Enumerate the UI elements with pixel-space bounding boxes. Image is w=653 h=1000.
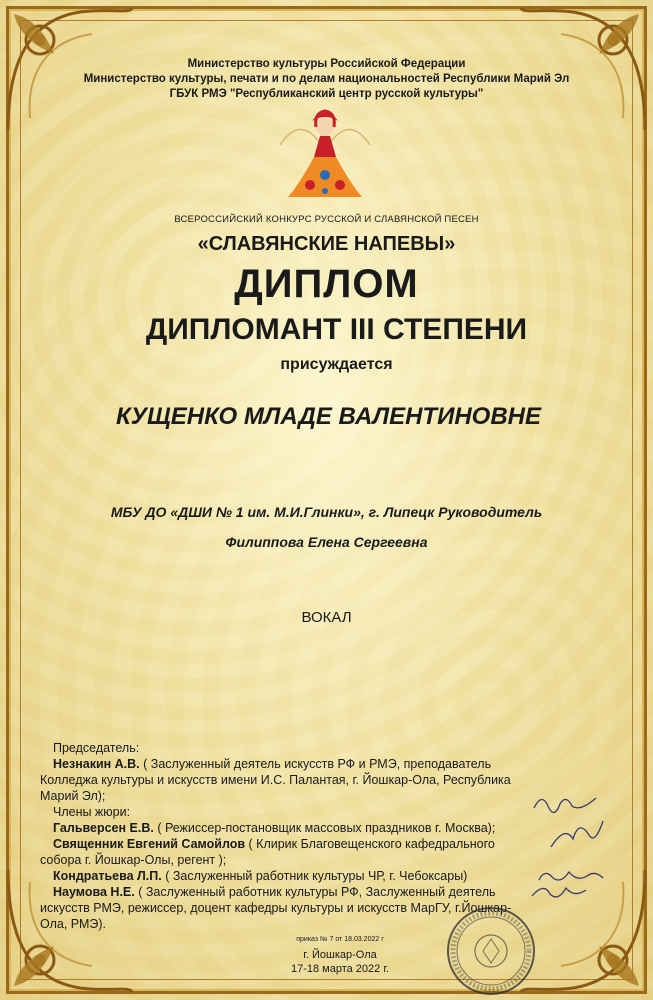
member-entry [40,820,612,836]
chair-description: ( Заслуженный деятель искусств РФ и РМЭ, преподаватель [139,757,492,771]
member-description-cont: собора г. Йошкар-Олы, регент ); [40,853,227,867]
issue-date: 17-18 марта 2022 г. [290,963,390,975]
seal-stamp-icon [445,905,537,997]
institution-block [0,497,653,557]
organizations-header [0,57,653,102]
contest-subtitle: ВСЕРОССИЙСКИЙ КОНКУРС РУССКОЙ И СЛАВЯНСКОЙ ПЕСЕН [174,214,479,225]
member-description: ( Заслуженный работник культуры РФ, Заслуженный деятель [134,885,496,899]
supervisor-name: Филиппова Елена Сергеевна [225,534,428,550]
signature-icon [528,880,588,904]
jury-list [40,740,612,932]
member-description: ( Режиссер-постановщик массовых праздников г. Москва); [153,821,496,835]
member-name: Кондратьева Л.П. [53,869,162,883]
chair-description-cont: Колледжа культуры и искусств имени И.С. Палантая, г. Йошкар-Ола, Республика [40,773,511,787]
member-entry [40,884,612,900]
member-entry [40,868,612,884]
member-description: ( Заслуженный работник культуры ЧР, г. Чебоксары) [161,869,468,883]
header-line-center: ГБУК РМЭ "Республиканский центр русской культуры" [169,88,484,100]
chair-label: Председатель: [53,741,140,755]
contest-name: «СЛАВЯНСКИЕ НАПЕВЫ» [197,233,456,255]
header-line-regional-ministry: Министерство культуры, печати и по делам национальностей Республики Марий Эл [83,73,570,85]
folk-doll-logo-icon [270,105,380,205]
order-number: приказ № 7 от 18.03.2022 г [296,936,384,943]
members-label: Члены жюри: [53,805,131,819]
awarded-text: присуждается [280,356,393,373]
member-entry [40,836,612,852]
nomination: ВОКАЛ [301,609,352,626]
chair-name: Незнакин А.В. [53,757,140,771]
member-name: Священник Евгений Самойлов [53,837,246,851]
issue-city: г. Йошкар-Ола [303,949,377,961]
member-description-cont: Ола, РМЭ). [40,917,107,931]
institution-line: МБУ ДО «ДШИ № 1 им. М.И.Глинки», г. Липецк Руководитель [110,504,543,520]
chair-description-cont: Марий Эл); [40,789,106,803]
diploma-title: ДИПЛОМ [234,262,419,306]
recipient-name: КУЩЕНКО МЛАДЕ ВАЛЕНТИНОВНЕ [115,403,542,430]
member-description-cont: искусств РМЭ, режиссер, доцент кафедры культуры и искусств МарГУ, г.Йошкар- [40,901,512,915]
member-description: ( Клирик Благовещенского кафедрального [245,837,495,851]
header-line-ministry: Министерство культуры Российской Федерации [187,58,466,70]
member-name: Наумова Н.Е. [53,885,135,899]
signature-icon [530,788,600,818]
chair-entry [40,756,612,772]
member-name: Гальверсен Е.В. [53,821,154,835]
diploma-degree: ДИПЛОМАНТ III СТЕПЕНИ [145,313,528,346]
signature-icon [545,815,605,855]
